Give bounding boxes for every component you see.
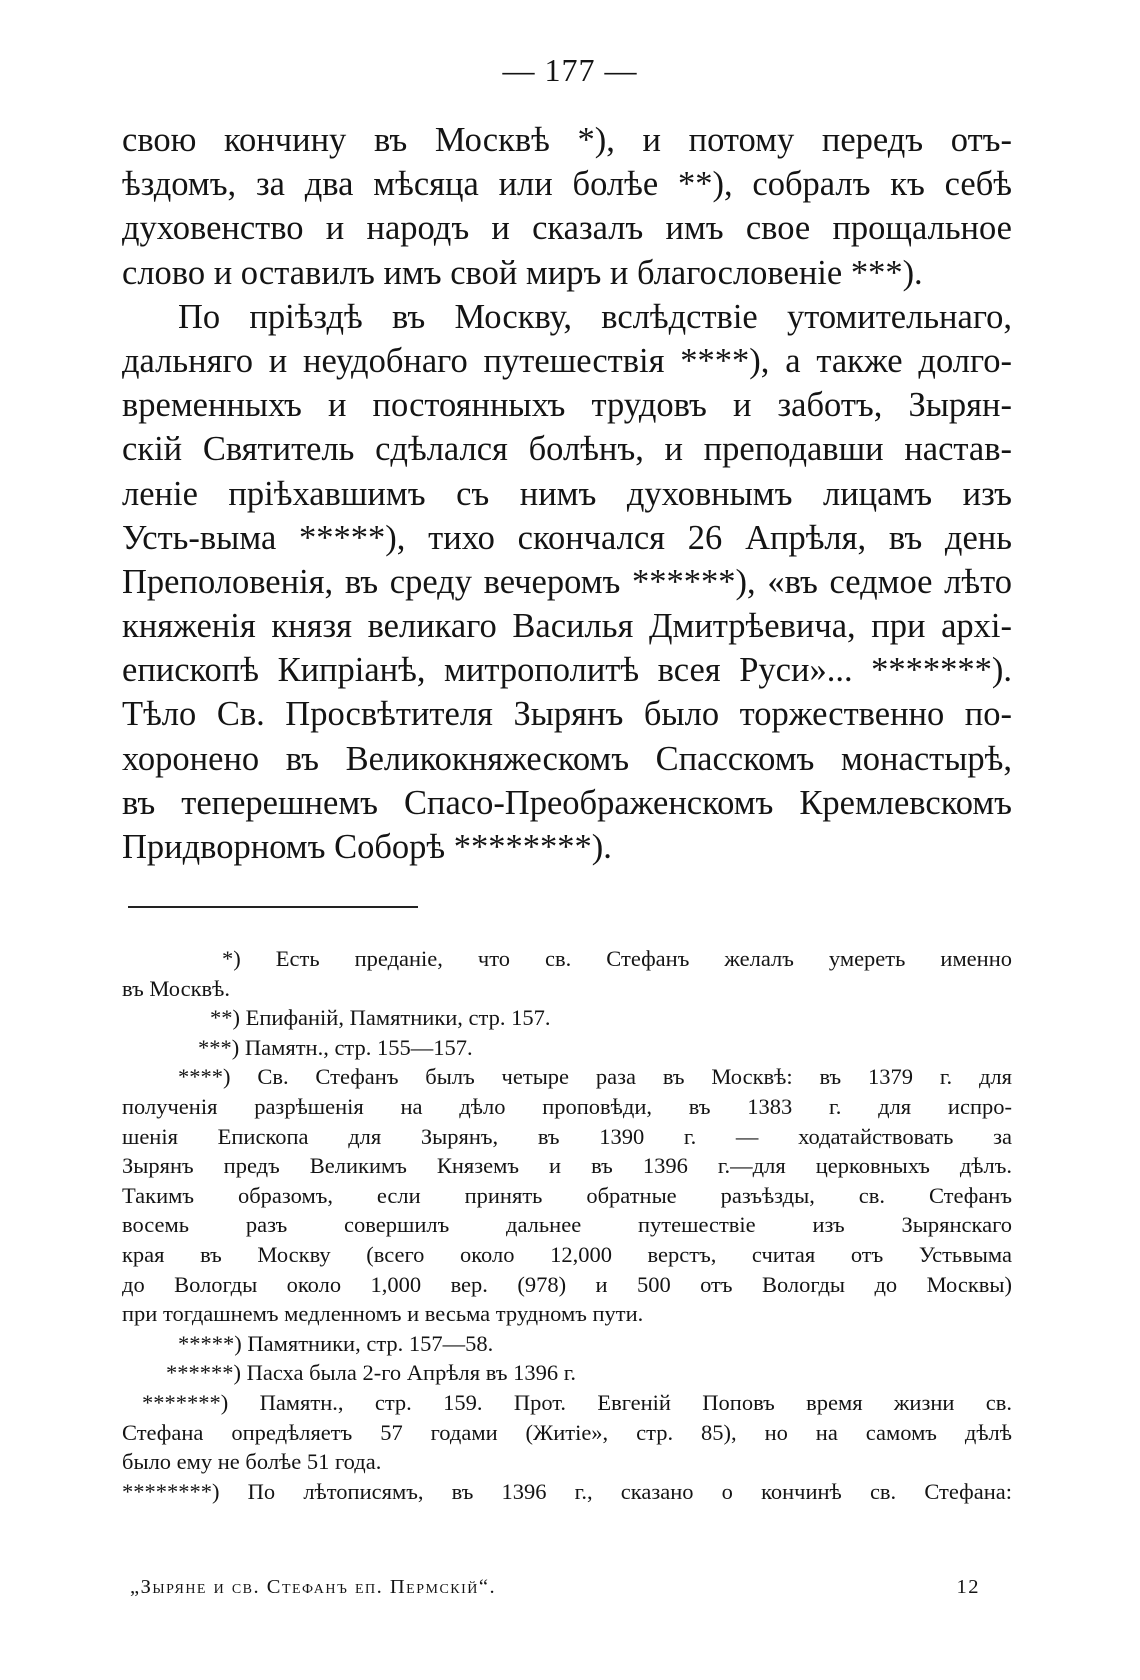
page-number: — 177 —: [502, 52, 638, 88]
footnote-line: *******) Памятн., стр. 159. Прот. Евгеній Поповъ время жизни св.: [142, 1389, 1012, 1415]
main-text-line: Усть-выма *****), тихо скончался 26 Апрѣля, въ день: [122, 518, 1012, 557]
signature-title: „Зыряне и св. Стефанъ еп. Пермскій“.: [130, 1576, 497, 1598]
main-text-line: въ теперешнемъ Спасо-Преображенскомъ Кремлевскомъ: [122, 783, 1012, 822]
main-text: [122, 118, 1012, 869]
main-text-line: скій Святитель сдѣлался болѣнъ, и преподавши настав-: [122, 430, 1012, 469]
footnote-line: *) Есть преданіе, что св. Стефанъ желалъ умереть именно: [222, 946, 1012, 971]
footnote-line: ******) Пасха была 2-го Апрѣля въ 1396 г.: [166, 1360, 577, 1386]
footnote-line: шенія Епископа для Зырянъ, въ 1390 г. — ходатайствовать за: [122, 1123, 1012, 1149]
main-text-line: временныхъ и постоянныхъ трудовъ и заботъ, Зырян-: [122, 386, 1012, 425]
main-text-line: ѣздомъ, за два мѣсяца или болѣе **), собралъ къ себѣ: [122, 165, 1012, 204]
main-text-line: Придворномъ Соборѣ ********).: [122, 828, 612, 866]
footnote-line: восемь разъ совершилъ дальнее путешествіе изъ Зырянскаго: [122, 1212, 1012, 1238]
footnote-line: было ему не болѣе 51 года.: [122, 1449, 382, 1475]
main-text-line: Преполовенія, въ среду вечеромъ ******), «въ седмое лѣто: [122, 562, 1012, 601]
main-text-line: епископѣ Кипріанѣ, митрополитѣ всея Руси»... *******).: [122, 651, 1012, 690]
main-text-line: свою кончину въ Москвѣ *), и потому передъ отъ-: [122, 121, 1012, 159]
footnote-line: **) Епифаній, Памятники, стр. 157.: [210, 1005, 551, 1031]
main-text-line: Тѣло Св. Просвѣтителя Зырянъ было торжественно по-: [122, 695, 1012, 734]
main-text-line: слово и оставилъ имъ свой миръ и благословеніе ***).: [122, 253, 923, 292]
footnote-line: полученія разрѣшенія на дѣло проповѣди, въ 1383 г. для испро-: [122, 1093, 1012, 1119]
footnote-divider: [128, 906, 418, 908]
main-text-line: хоронено въ Великокняжескомъ Спасскомъ монастырѣ,: [122, 739, 1012, 778]
footnote-line: до Вологды около 1,000 вер. (978) и 500 отъ Вологды до Москвы): [122, 1271, 1012, 1297]
footnote-line: ********) По лѣтописямъ, въ 1396 г., сказано о кончинѣ св. Стефана:: [122, 1478, 1012, 1504]
sheet-number: 12: [956, 1576, 980, 1598]
footnote-line: Зырянъ предъ Великимъ Княземъ и въ 1396 г.—для церковныхъ дѣлъ.: [122, 1153, 1012, 1179]
main-text-line: По пріѣздѣ въ Москву, вслѣдствіе утомительнаго,: [178, 297, 1012, 336]
main-text-line: княженія князя великаго Василья Дмитрѣевича, при архі-: [122, 607, 1012, 646]
footnote-line: края въ Москву (всего около 12,000 верстъ, считая отъ Устьвыма: [122, 1241, 1012, 1267]
footnote-line: *****) Памятники, стр. 157—58.: [178, 1330, 494, 1356]
footnote-line: въ Москвѣ.: [122, 975, 230, 1001]
footnote-line: при тогдашнемъ медленномъ и весьма трудномъ пути.: [122, 1301, 644, 1327]
footnote-line: ***) Памятн., стр. 155—157.: [198, 1034, 473, 1060]
footnote-line: Такимъ образомъ, если принять обратные разъѣзды, св. Стефанъ: [122, 1182, 1012, 1208]
footnote-line: Стефана опредѣляетъ 57 годами (Житіе», стр. 85), но на самомъ дѣлѣ: [122, 1419, 1012, 1445]
main-text-line: дальняго и неудобнаго путешествія ****), а также долго-: [122, 341, 1012, 380]
footnotes: [122, 944, 1012, 1506]
footnote-line: ****) Св. Стефанъ былъ четыре раза въ Москвѣ: въ 1379 г. для: [178, 1064, 1012, 1090]
main-text-line: леніе пріѣхавшимъ съ нимъ духовнымъ лицамъ изъ: [122, 474, 1012, 513]
main-text-line: духовенство и народъ и сказалъ имъ свое прощальное: [122, 209, 1012, 248]
